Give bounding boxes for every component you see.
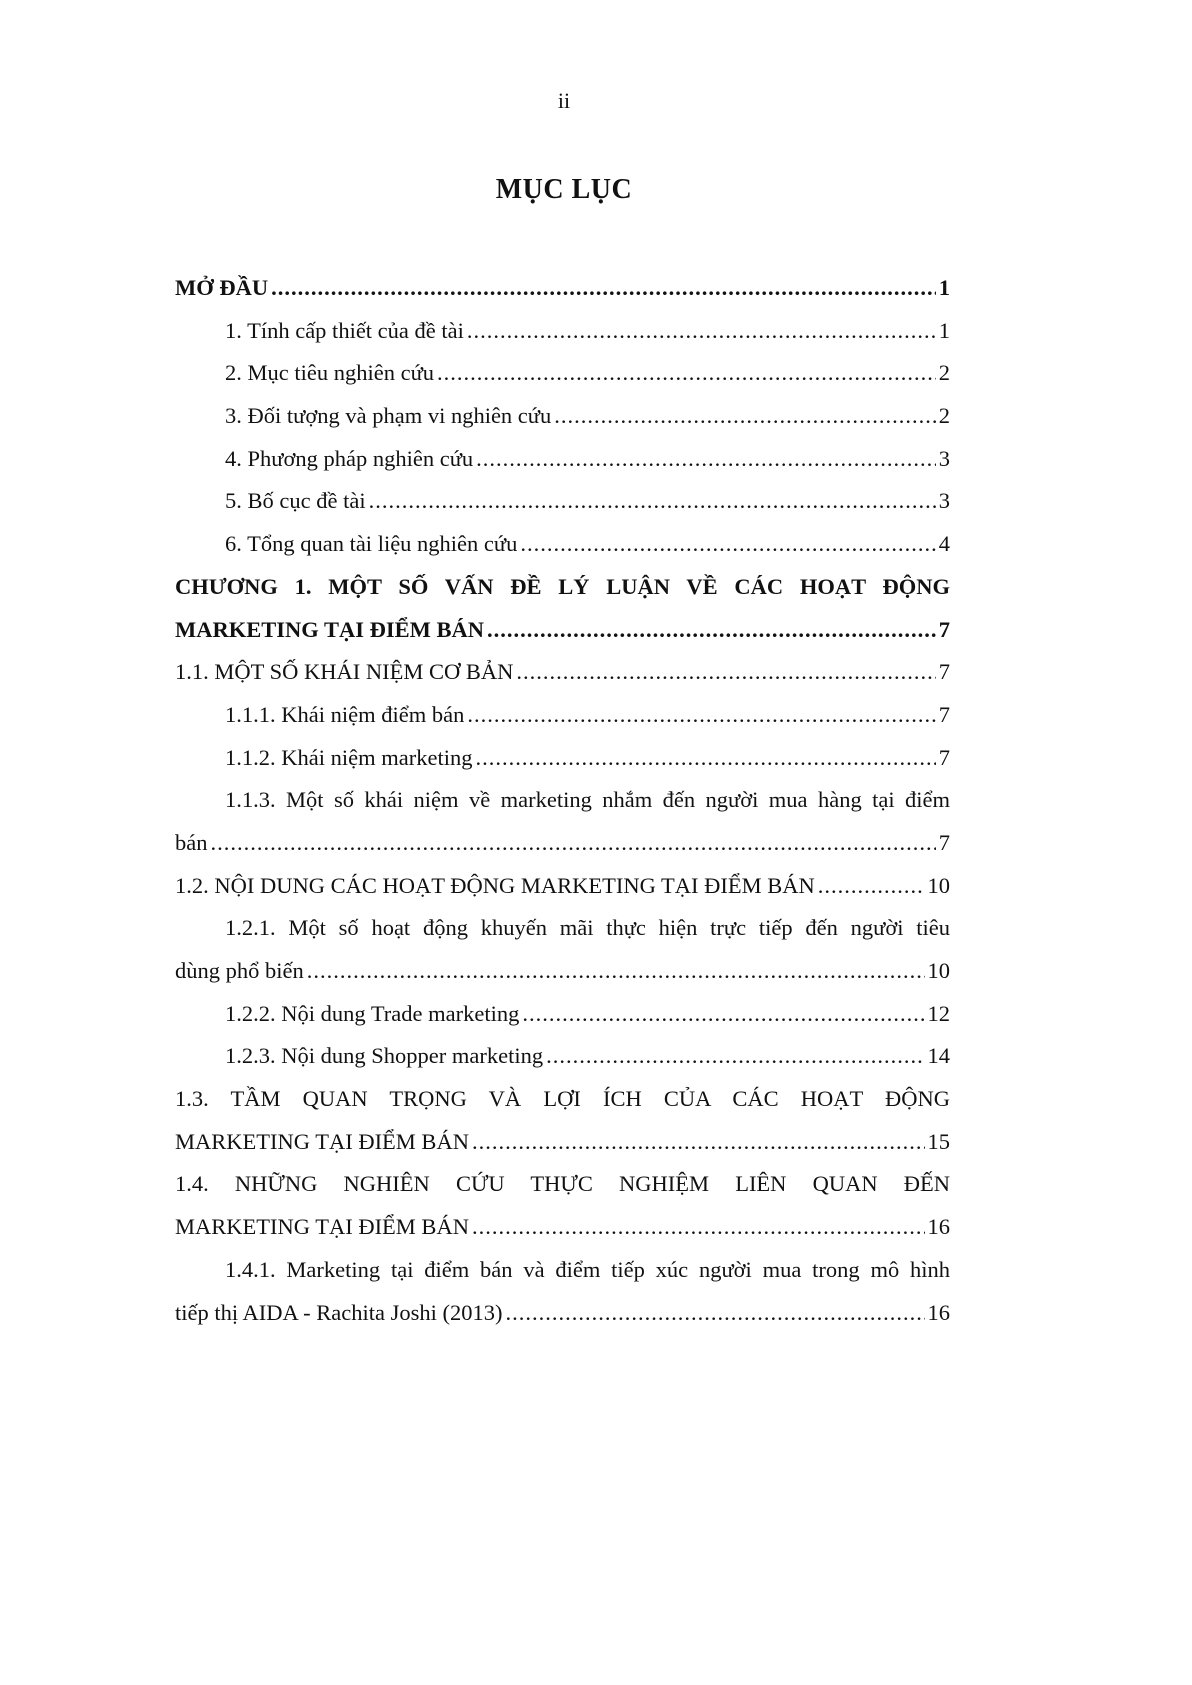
- toc-page-number: 7: [938, 744, 950, 770]
- toc-entry: [175, 480, 950, 523]
- toc-entry-text: 1.1.2. Khái niệm marketing: [225, 744, 473, 770]
- toc-entry-text: CHƯƠNG 1. MỘT SỐ VẤN ĐỀ LÝ LUẬN VỀ CÁC HOẠT ĐỘNG: [175, 573, 950, 599]
- toc-page-number: 1: [938, 317, 950, 343]
- dot-leader: [520, 523, 935, 566]
- toc-title: MỤC LỤC: [495, 174, 633, 205]
- toc-entry-text: bán: [175, 829, 208, 855]
- toc-entry-text: 2. Mục tiêu nghiên cứu: [225, 360, 435, 386]
- toc-page-number: 2: [938, 360, 950, 386]
- toc-entry: [175, 651, 950, 694]
- toc-entry-text: dùng phổ biến: [175, 958, 304, 983]
- toc-entry-text: 1.2.2. Nội dung Trade marketing: [225, 1000, 520, 1026]
- toc-entry-text: MARKETING TẠI ĐIỂM BÁN: [175, 1128, 469, 1154]
- toc-entry-text: 1.1.3. Một số khái niệm về marketing nhắm đến người mua hàng tại điểm: [225, 787, 950, 813]
- toc-entry-text: 1.1.1. Khái niệm điểm bán: [225, 701, 465, 727]
- toc-page-number: 3: [938, 488, 950, 514]
- toc-entry: [175, 1035, 950, 1078]
- toc-page-number: 4: [938, 531, 950, 557]
- dot-leader: [475, 737, 935, 780]
- toc-page-number: 3: [938, 445, 950, 471]
- toc-entry-text: MỞ ĐẦU: [175, 275, 269, 300]
- dot-leader: [516, 651, 935, 694]
- table-of-contents: [175, 267, 950, 1334]
- toc-entry-text: MARKETING TẠI ĐIỂM BÁN: [175, 1214, 469, 1240]
- toc-entry-text: MARKETING TẠI ĐIỂM BÁN: [175, 616, 484, 642]
- toc-entry-text: 1.2. NỘI DUNG CÁC HOẠT ĐỘNG MARKETING TẠI ĐIỂM BÁN: [175, 872, 815, 898]
- toc-entry: [175, 1249, 950, 1334]
- dot-leader: [369, 480, 936, 523]
- toc-entry: [175, 865, 950, 908]
- toc-entry-text: 1.4. NHỮNG NGHIÊN CỨU THỰC NGHIỆM LIÊN QUAN ĐẾN: [175, 1171, 950, 1197]
- toc-entry: [175, 352, 950, 395]
- toc-page-number: 7: [938, 701, 950, 727]
- toc-page-number: 1: [938, 275, 950, 300]
- toc-page-number: 7: [938, 829, 950, 855]
- dot-leader: [554, 395, 936, 438]
- toc-page-number: 2: [938, 403, 950, 429]
- toc-entry: [175, 737, 950, 780]
- dot-leader: [546, 1035, 924, 1078]
- toc-entry-text: 5. Bố cục đề tài: [225, 488, 366, 514]
- dot-leader: [818, 865, 925, 908]
- toc-entry: [175, 779, 950, 864]
- toc-entry: [175, 566, 950, 651]
- toc-entry: [175, 1078, 950, 1163]
- toc-page-number: 7: [938, 616, 950, 642]
- page-number: ii: [557, 88, 571, 113]
- toc-entry: [175, 1163, 950, 1248]
- toc-page-number: 10: [927, 958, 950, 983]
- toc-entry-text: 6. Tổng quan tài liệu nghiên cứu: [225, 531, 518, 557]
- toc-entry-text: 1.1. MỘT SỐ KHÁI NIỆM CƠ BẢN: [175, 659, 514, 685]
- dot-leader: [472, 1121, 925, 1164]
- toc-entry: [175, 694, 950, 737]
- dot-leader: [271, 267, 936, 310]
- toc-entry-text: 1. Tính cấp thiết của đề tài: [225, 317, 464, 343]
- toc-entry: [175, 310, 950, 353]
- toc-entry-text: 1.2.1. Một số hoạt động khuyến mãi thực hiện trực tiếp đến người tiêu: [225, 915, 950, 941]
- toc-page-number: 12: [927, 1000, 950, 1026]
- toc-page-number: 16: [927, 1299, 950, 1325]
- toc-page-number: 15: [927, 1128, 950, 1154]
- dot-leader: [437, 352, 936, 395]
- toc-entry: [175, 907, 950, 992]
- dot-leader: [467, 694, 935, 737]
- dot-leader: [211, 822, 936, 865]
- dot-leader: [467, 310, 936, 353]
- toc-page-number: 7: [938, 659, 950, 685]
- toc-entry-text: 1.2.3. Nội dung Shopper marketing: [225, 1043, 544, 1069]
- dot-leader: [472, 1206, 925, 1249]
- toc-entry-text: 1.4.1. Marketing tại điểm bán và điểm tiếp xúc người mua trong mô hình: [225, 1256, 950, 1282]
- toc-entry: [175, 395, 950, 438]
- dot-leader: [487, 609, 936, 652]
- toc-page-number: 16: [927, 1214, 950, 1240]
- toc-entry: [175, 438, 950, 481]
- toc-page-number: 14: [927, 1043, 950, 1069]
- dot-leader: [505, 1292, 924, 1335]
- toc-entry: [175, 267, 950, 310]
- dot-leader: [476, 438, 936, 481]
- toc-entry-text: tiếp thị AIDA - Rachita Joshi (2013): [175, 1299, 503, 1325]
- toc-entry-text: 4. Phương pháp nghiên cứu: [225, 445, 474, 471]
- dot-leader: [522, 993, 924, 1036]
- toc-entry-text: 3. Đối tượng và phạm vi nghiên cứu: [225, 403, 552, 429]
- toc-page-number: 10: [927, 872, 950, 898]
- toc-entry-text: 1.3. TẦM QUAN TRỌNG VÀ LỢI ÍCH CỦA CÁC HOẠT ĐỘNG: [175, 1086, 950, 1112]
- toc-entry: [175, 523, 950, 566]
- toc-entry: [175, 993, 950, 1036]
- dot-leader: [307, 950, 925, 993]
